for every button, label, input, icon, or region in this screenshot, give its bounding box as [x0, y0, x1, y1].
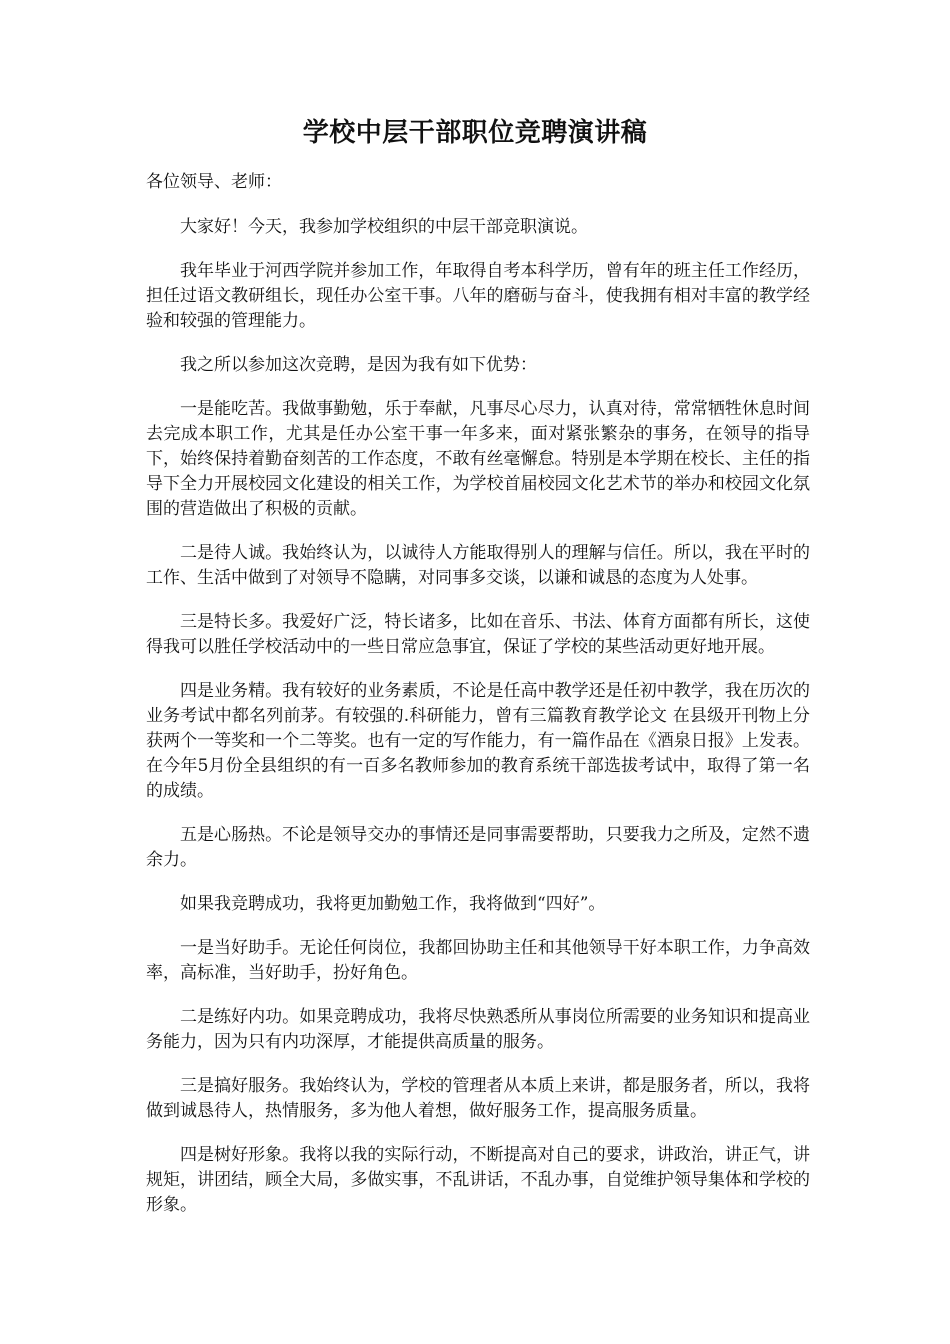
- paragraph-plan-1: 一是当好助手。无论任何岗位，我都回协助主任和其他领导干好本职工作，力争高效率，高标准，当好助手，扮好角色。: [146, 938, 810, 983]
- paragraph-background: 我年毕业于河西学院并参加工作，年取得自考本科学历，曾有年的班主任工作经历，担任过语文教研组长，现任办公室干事。八年的磨砺与奋斗，使我拥有相对丰富的教学经验和较强的管理能力。: [146, 261, 810, 331]
- paragraph-advantage-3: 三是特长多。我爱好广泛，特长诸多，比如在音乐、书法、体育方面都有所长，这使得我可以胜任学校活动中的一些日常应急事宜，保证了学校的某些活动更好地开展。: [146, 612, 810, 657]
- paragraph-greeting: 大家好！今天，我参加学校组织的中层干部竞职演说。: [180, 217, 588, 237]
- paragraph-plan-4: 四是树好形象。我将以我的实际行动，不断提高对自己的要求，讲政治，讲正气，讲规矩，讲团结，顾全大局，多做实事，不乱讲话，不乱办事，自觉维护领导集体和学校的形象。: [146, 1145, 810, 1215]
- document-title: 学校中层干部职位竞聘演讲稿: [302, 118, 648, 148]
- paragraph-plan-intro: 如果我竞聘成功，我将更加勤勉工作，我将做到“四好”。: [180, 894, 606, 914]
- paragraph-plan-3: 三是搞好服务。我始终认为，学校的管理者从本质上来讲，都是服务者，所以，我将做到诚恳待人，热情服务，多为他人着想，做好服务工作，提高服务质量。: [146, 1076, 810, 1121]
- paragraph-advantages-intro: 我之所以参加这次竞聘，是因为我有如下优势：: [180, 355, 537, 375]
- paragraph-advantage-4: 四是业务精。我有较好的业务素质，不论是任高中教学还是任初中教学，我在历次的业务考试中都名列前茅。有较强的.科研能力，曾有三篇教育教学论文 在县级开刊物上分获两个一等奖和一个二等奖。也有一定的写作能力，有一篇作品在《酒泉日报》上发表。在今年5月份全县组织的有一百多名教师参加的教育系统干部选拔考试中，取得了第一名的成绩。: [146, 681, 810, 801]
- paragraph-advantage-2: 二是待人诚。我始终认为，以诚待人方能取得别人的理解与信任。所以，我在平时的工作、生活中做到了对领导不隐瞒，对同事多交谈，以谦和诚恳的态度为人处事。: [146, 543, 810, 588]
- document-body: [146, 170, 810, 1237]
- paragraph-advantage-5: 五是心肠热。不论是领导交办的事情还是同事需要帮助，只要我力之所及，定然不遗余力。: [146, 825, 810, 870]
- paragraph-plan-2: 二是练好内功。如果竞聘成功，我将尽快熟悉所从事岗位所需要的业务知识和提高业务能力，因为只有内功深厚，才能提供高质量的服务。: [146, 1007, 810, 1052]
- paragraph-advantage-1: 一是能吃苦。我做事勤勉，乐于奉献，凡事尽心尽力，认真对待，常常牺牲休息时间去完成本职工作，尤其是任办公室干事一年多来，面对紧张繁杂的事务，在领导的指导下，始终保持着勤奋刻苦的工作态度，不敢有丝毫懈怠。特别是本学期在校长、主任的指导下全力开展校园文化建设的相关工作，为学校首届校园文化艺术节的举办和校园文化氛围的营造做出了积极的贡献。: [146, 399, 810, 519]
- salutation: 各位领导、老师：: [146, 172, 282, 192]
